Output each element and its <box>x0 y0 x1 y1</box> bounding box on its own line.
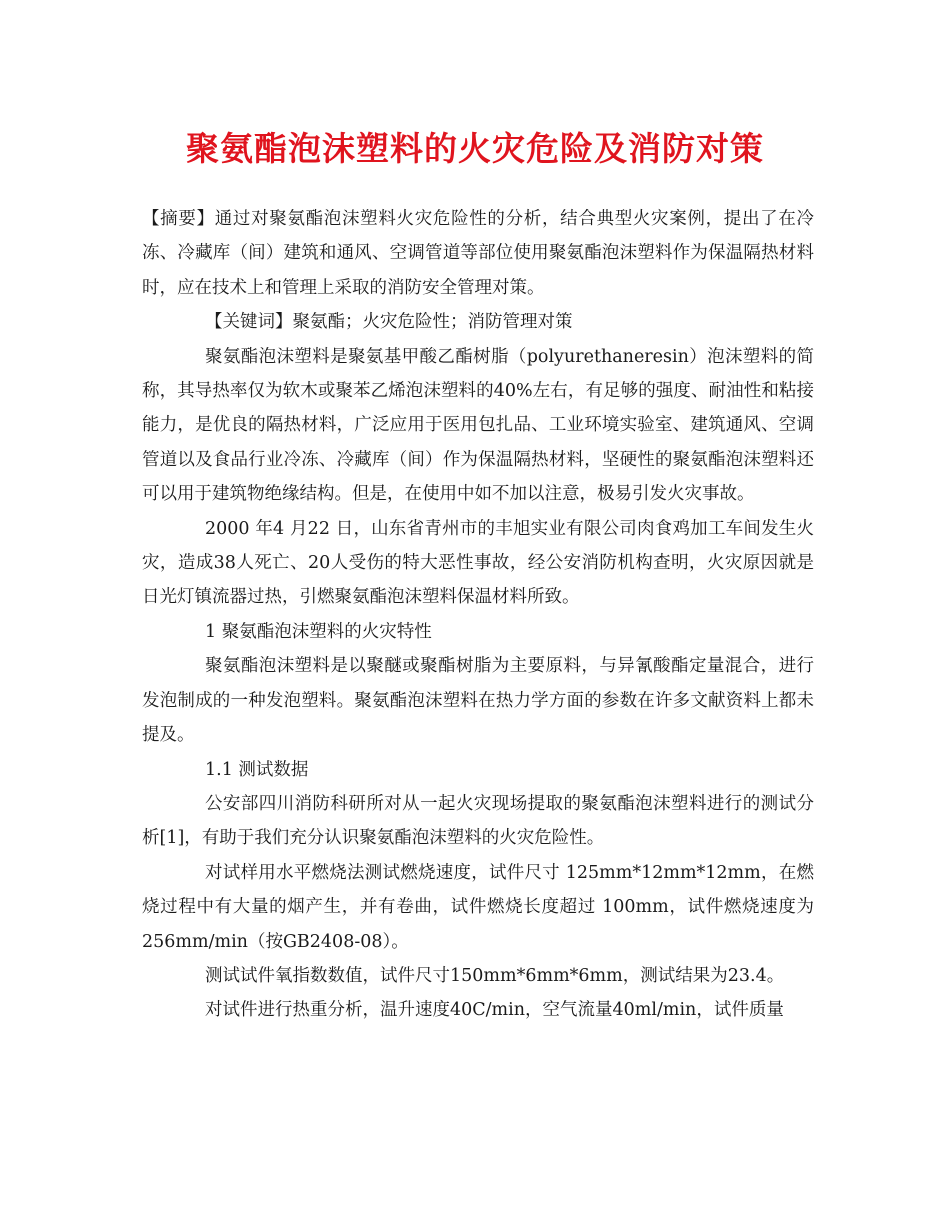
test-burn-paragraph: 对试样用水平燃烧法测试燃烧速度，试件尺寸 125mm*12mm*12mm，在燃烧过程中有大量的烟产生，并有卷曲，试件燃烧长度超过 100mm，试件燃烧速度为256mm/min（按GB2408-08）。 <box>142 862 814 952</box>
test-intro-paragraph: 公安部四川消防科研所对从一起火灾现场提取的聚氨酯泡沫塑料进行的测试分析[1]，有助于我们充分认识聚氨酯泡沫塑料的火灾危险性。 <box>142 793 814 849</box>
keywords-paragraph: 【关键词】聚氨酯；火灾危险性；消防管理对策 <box>205 312 573 333</box>
document-title: 聚氨酯泡沫塑料的火灾危险及消防对策 <box>186 129 764 168</box>
abstract-paragraph: 【摘要】通过对聚氨酯泡沫塑料火灾危险性的分析，结合典型火灾案例，提出了在冷冻、冷藏库（间）建筑和通风、空调管道等部位使用聚氨酯泡沫塑料作为保温隔热材料时，应在技术上和管理上采取的消防安全管理对策。 <box>142 209 814 298</box>
document-body <box>142 202 814 1028</box>
section-body-paragraph: 聚氨酯泡沫塑料是以聚醚或聚酯树脂为主要原料，与异氰酸酯定量混合，进行发泡制成的一种发泡塑料。聚氨酯泡沫塑料在热力学方面的参数在许多文献资料上都未提及。 <box>142 656 814 746</box>
section-heading: 1 聚氨酯泡沫塑料的火灾特性 <box>205 621 432 642</box>
test-oxygen-paragraph: 测试试件氧指数数值，试件尺寸150mm*6mm*6mm，测试结果为23.4。 <box>205 965 785 986</box>
test-thermo-paragraph: 对试件进行热重分析，温升速度40C/min，空气流量40ml/min，试件质量 <box>205 1000 784 1021</box>
subsection-heading: 1.1 测试数据 <box>205 759 309 780</box>
case-paragraph: 2000 年4 月22 日，山东省青州市的丰旭实业有限公司肉食鸡加工车间发生火灾，造成38人死亡、20人受伤的特大恶性事故，经公安消防机构查明，火灾原因就是日光灯镇流器过热，引燃聚氨酯泡沫塑料保温材料所致。 <box>142 518 814 608</box>
intro-paragraph: 聚氨酯泡沫塑料是聚氨基甲酸乙酯树脂（polyurethaneresin）泡沫塑料的简称，其导热率仅为软木或聚苯乙烯泡沫塑料的40%左右，有足够的强度、耐油性和粘接能力，是优良的隔热材料，广泛应用于医用包扎品、工业环境实验室、建筑通风、空调管道以及食品行业冷冻、冷藏库（间）作为保温隔热材料，坚硬性的聚氨酯泡沫塑料还可以用于建筑物绝缘结构。但是，在使用中如不加以注意，极易引发火灾事故。 <box>142 346 814 505</box>
